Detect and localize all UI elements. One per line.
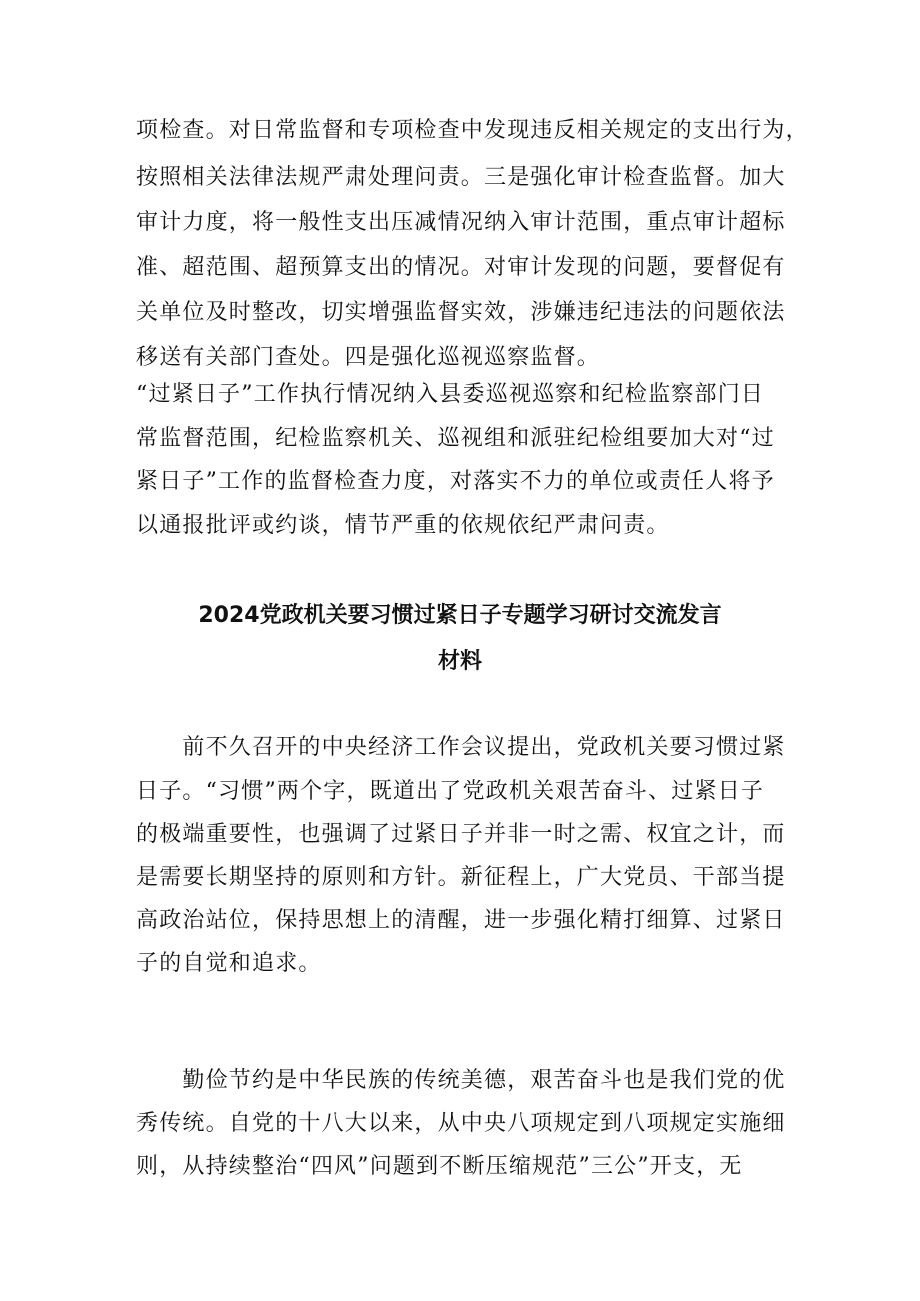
article-title-continuation: 材料 (437, 649, 482, 674)
text-line: 审计力度，将一般性支出压减情况纳入审计范围，重点审计超标 (136, 210, 786, 235)
text-line: 准、超范围、超预算支出的情况。对审计发现的问题，要督促有 (136, 255, 786, 280)
text-line: 常监督范围，纪检监察机关、巡视组和派驻纪检组要加大对“过 (136, 426, 775, 451)
text-line: 子的自觉和追求。 (136, 951, 322, 976)
text-line: 日子。“习惯”两个字，既道出了党政机关艰苦奋斗、过紧日子 (136, 779, 765, 804)
text-line: 前不久召开的中央经济工作会议提出，党政机关要习惯过紧 (136, 735, 786, 760)
text-line: 移送有关部门查处。四是强化巡视巡察监督。 (136, 345, 601, 370)
text-line: “过紧日子”工作执行情况纳入县委巡视巡察和纪检监察部门日 (136, 382, 765, 407)
text-line: 按照相关法律法规严肃处理问责。三是强化审计检查监督。加大 (136, 165, 786, 190)
text-line: 秀传统。自党的十八大以来，从中央八项规定到八项规定实施细 (136, 1111, 786, 1136)
text-line: 紧日子”工作的监督检查力度，对落实不力的单位或责任人将予 (136, 469, 775, 494)
text-line: 则，从持续整治“四风”问题到不断压缩规范”三公”开支，无 (136, 1154, 743, 1179)
text-line: 项检查。对日常监督和专项检查中发现违反相关规定的支出行为， (136, 118, 809, 143)
article-title: 2024党政机关要习惯过紧日子专题学习研讨交流发言 (198, 603, 722, 628)
text-line: 的极端重要性，也强调了过紧日子并非一时之需、权宜之计，而 (136, 822, 786, 847)
text-line: 是需要长期坚持的原则和方针。新征程上，广大党员、干部当提 (136, 865, 786, 890)
text-line: 勤俭节约是中华民族的传统美德，艰苦奋斗也是我们党的优 (136, 1068, 786, 1093)
text-line: 以通报批评或约谈，情节严重的依规依纪严肃问责。 (136, 513, 670, 538)
text-line: 关单位及时整改，切实增强监督实效，涉嫌违纪违法的问题依法 (136, 300, 786, 325)
text-line: 高政治站位，保持思想上的清醒，进一步强化精打细算、过紧日 (136, 908, 786, 933)
